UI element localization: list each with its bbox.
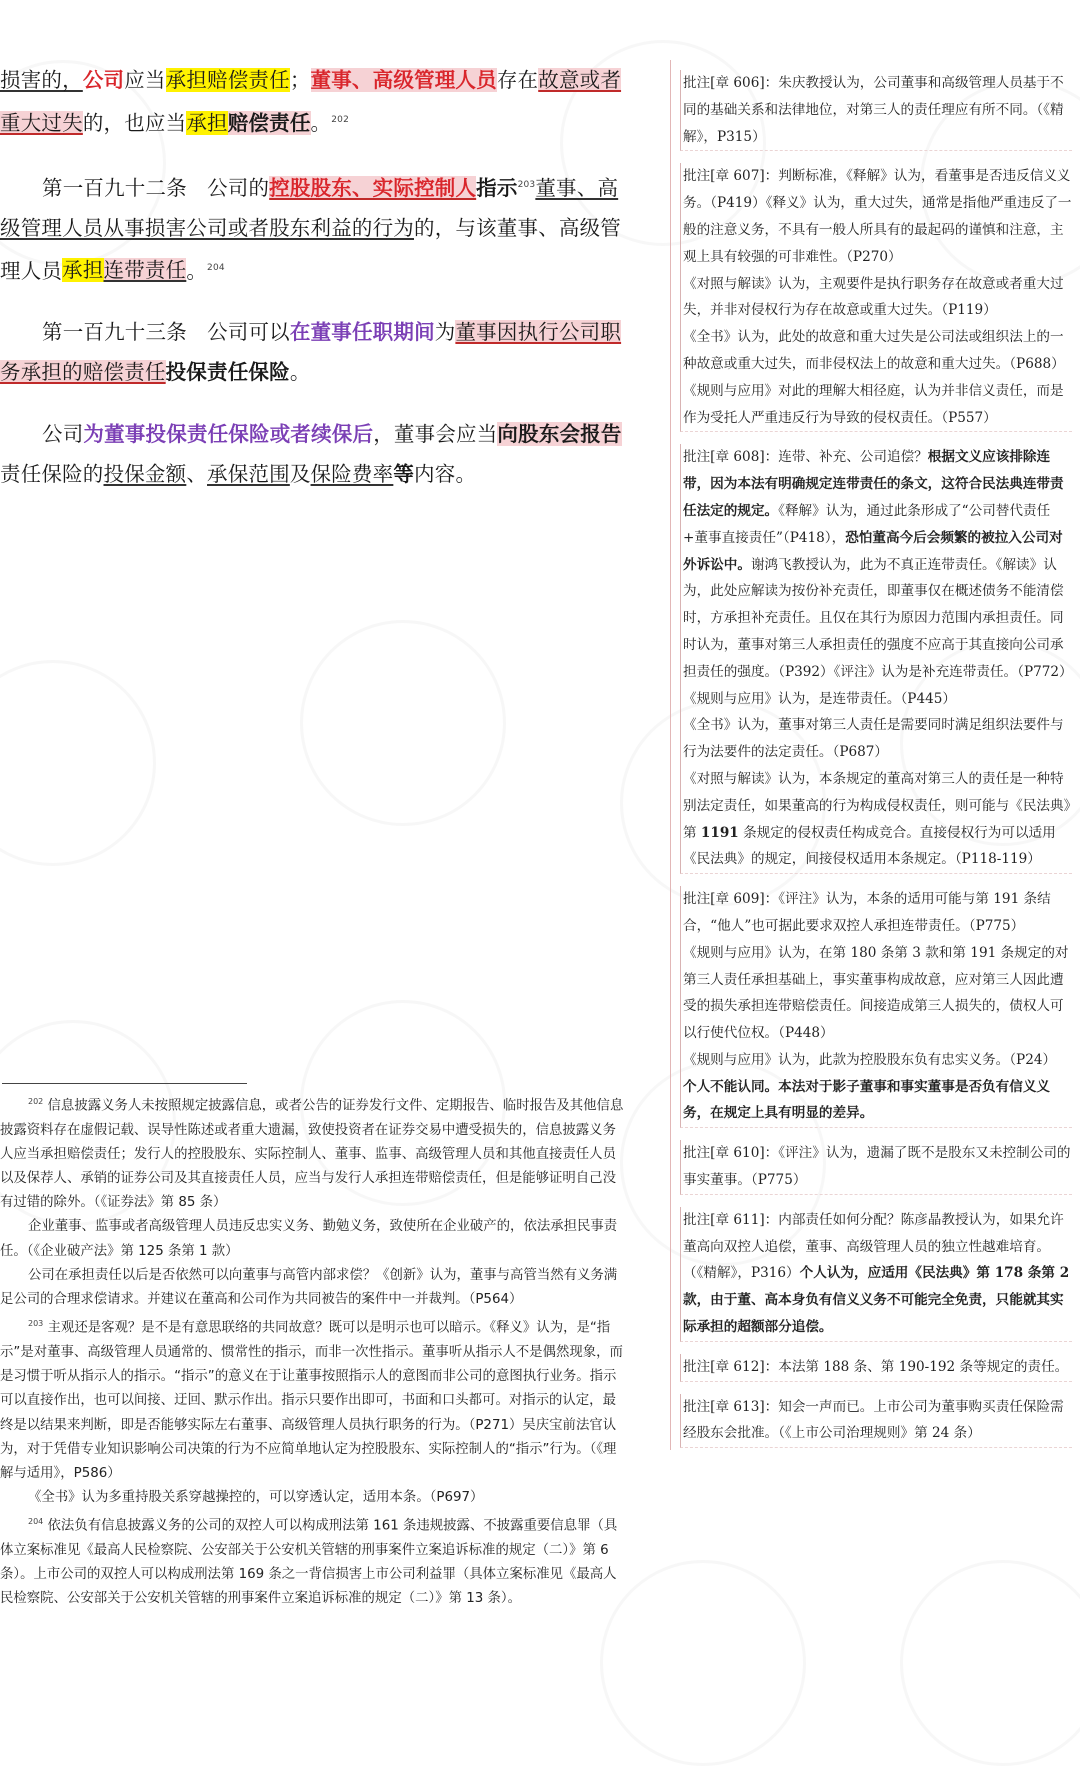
watermark-seal	[300, 620, 506, 826]
article-number: 第一百九十二条	[42, 175, 187, 200]
annotation-608[interactable]: 批注[章 608]：连带、补充、公司追偿？根据文义应该排除连带，因为本法有明确规定连带责任的条文，这符合民法典连带责任法定的规定。《释解》认为，通过此条形成了“公司替代责任+董事直接责任”（P418），恐怕董高今后会频繁的被拉入公司对外诉讼中。谢鸿飞教授认为，此为不真正连带责任。《解读》认为，此处应解读为按份补充责任，即董事仅在概述债务不能清偿时，方承担补充责任。且仅在其行为原因力范围内承担责任。同时认为，董事对第三人承担责任的强度不应高于其直接向公司承担责任的强度。（P392）《评注》认为是补充连带责任。（P772） 《规则与应用》认为，是连带责任。（P445） 《全书》认为，董事对第三人责任是需要同时满足组织法要件与行为法要件的法定责任。（P687） 《对照与解读》认为，本条规定的董高对第三人的责任是一种特别法定责任，如果董高的行为构成侵权责任，则可能与《民法典》第 1191 条规定的侵权责任构成竞合。直接侵权行为可以适用《民法典》的规定，间接侵权适用本条规定。（P118-119）	[680, 444, 1072, 874]
annotation-613[interactable]: 批注[章 613]：知会一声而已。上市公司为董事购买责任保险需经股东会批准。（《上市公司治理规则》第 24 条）	[680, 1394, 1072, 1449]
footnote-203-b: 《全书》认为多重持股关系穿越操控的，可以穿透认定，适用本条。（P697）	[28, 1490, 484, 1506]
footnotes	[0, 1090, 626, 1612]
footnote-ref-203[interactable]: 203	[517, 179, 536, 190]
main-text	[0, 60, 628, 494]
annotation-margin-line	[670, 60, 671, 1450]
annotation-612[interactable]: 批注[章 612]：本法第 188 条、第 190-192 条等规定的责任。	[680, 1354, 1072, 1382]
footnote-separator	[2, 1083, 247, 1084]
footnote-ref-204[interactable]: 204	[207, 262, 225, 273]
annotation-610[interactable]: 批注[章 610]：《评注》认为，遗漏了既不是股东又未控制公司的事实董事。（P775）	[680, 1140, 1072, 1195]
annotation-609[interactable]: 批注[章 609]：《评注》认为，本条的适用可能与第 191 条结合，“他人”也可据此要求双控人承担连带责任。（P775） 《规则与应用》认为，在第 180 条第 3 款和第 191 条规定的对第三人责任承担基础上，事实董事构成故意，应对第三人因此遭受的损失承担连带赔偿责任。间接造成第三人损失的，债权人可以行使代位权。（P448） 《规则与应用》认为，此款为控股股东负有忠实义务。（P24） 个人不能认同。本法对于影子董事和事实董事是否负有信义义务，在规定上具有明显的差异。	[680, 886, 1072, 1128]
article-number: 第一百九十三条	[42, 320, 187, 345]
watermark-seal	[900, 1560, 1080, 1766]
article-192: 第一百九十二条 公司的控股股东、实际控制人指示$^{203}$董事、高级管理人员从事损害公司或者股东利益的行为的，与该董事、高级管理人员承担连带责任。$^{204}$	[0, 175, 621, 283]
annotation-606[interactable]: 批注[章 606]：朱庆教授认为，公司董事和高级管理人员基于不同的基础关系和法律地位，对第三人的责任理应有所不同。（《精解》，P315）	[680, 70, 1072, 151]
annotation-column	[680, 70, 1072, 1460]
article-193-para-2: 公司为董事投保责任保险或者续保后，董事会应当向股东会报告责任保险的投保金额、承保范围及保险费率等内容。	[0, 422, 622, 487]
annotation-607[interactable]: 批注[章 607]：判断标准，《释解》认为，看董事是否违反信义义务。（P419）《释义》认为，重大过失，通常是指他严重违反了一般的注意义务，不具有一般人所具有的最起码的谨慎和注意，主观上具有较强的可非难性。（P270） 《对照与解读》认为，主观要件是执行职务存在故意或者重大过失，并非对侵权行为存在故意或重大过失。（P119） 《全书》认为，此处的故意和重大过失是公司法或组织法上的一种故意或重大过失，而非侵权法上的故意和重大过失。（P688）《规则与应用》对此的理解大相径庭，认为并非信义责任，而是作为受托人严重违反行为导致的侵权责任。（P557）	[680, 163, 1072, 432]
annotation-611[interactable]: 批注[章 611]：内部责任如何分配？陈彦晶教授认为，如果允许董高向双控人追偿，董事、高级管理人员的独立性越难培育。（《精解》，P316）个人认为，应适用《民法典》第 178 条第 2 款，由于董、高本身负有信义义务不可能完全免责，只能就其实际承担的超额部分追偿。	[680, 1207, 1072, 1342]
paragraph-1: 损害的，公司应当承担赔偿责任；董事、高级管理人员存在故意或者重大过失的，也应当承担赔偿责任。$^{202}$	[0, 68, 622, 135]
watermark-seal	[0, 660, 156, 866]
footnote-203: $^{203}$ 主观还是客观？是不是有意思联络的共同故意？既可以是明示也可以暗示。《释义》认为，是“指示”是对董事、高级管理人员通常的、惯常性的指示，而非一次性指示。董事听从指示人不是偶然现象，而是习惯于听从指示人的指示。“指示”的意义在于让董事按照指示人的意图而非公司的意图执行业务。指示可以直接作出，也可以间接、迂回、默示作出。指示只要作出即可，书面和口头都可。对指示的认定，最终是以结果来判断，即是否能够实际左右董事、高级管理人员执行职务的行为。（P271）吴庆宝前法官认为，对于凭借专业知识影响公司决策的行为不应简单地认定为控股股东、实际控制人的“指示”行为。（《理解与适用》，P586）	[0, 1319, 623, 1481]
footnote-202: $^{202}$ 信息披露义务人未按照规定披露信息，或者公告的证券发行文件、定期报告、临时报告及其他信息披露资料存在虚假记载、误导性陈述或者重大遗漏，致使投资者在证券交易中遭受损失的，信息披露义务人应当承担赔偿责任；发行人的控股股东、实际控制人、董事、监事、高级管理人员和其他直接责任人员以及保荐人、承销的证券公司及其直接责任人员，应当与发行人承担连带赔偿责任，但是能够证明自己没有过错的除外。（《证券法》第 85 条）	[0, 1097, 624, 1211]
footnote-204: $^{204}$ 依法负有信息披露义务的公司的双控人可以构成刑法第 161 条违规披露、不披露重要信息罪（具体立案标准见《最高人民检察院、公安部关于公安机关管辖的刑事案件立案追诉标准的规定（二）》第 6 条）。上市公司的双控人可以构成刑法第 169 条之一背信损害上市公司利益罪（具体立案标准见《最高人民检察院、公安部关于公安机关管辖的刑事案件立案追诉标准的规定（二）》第 13 条）。	[0, 1517, 618, 1607]
footnote-ref-202[interactable]: 202	[331, 115, 350, 125]
footnote-202-c: 公司在承担责任以后是否依然可以向董事与高管内部求偿？《创新》认为，董事与高管当然有义务满足公司的合理求偿请求。并建议在董高和公司作为共同被告的案件中一并裁判。（P564）	[0, 1267, 618, 1308]
article-193: 第一百九十三条 公司可以在董事任职期间为董事因执行公司职务承担的赔偿责任投保责任保险。	[0, 320, 622, 385]
footnote-202-b: 企业董事、监事或者高级管理人员违反忠实义务、勤勉义务，致使所在企业破产的，依法承担民事责任。（《企业破产法》第 125 条第 1 款）	[0, 1219, 618, 1259]
watermark-seal	[600, 1560, 806, 1766]
